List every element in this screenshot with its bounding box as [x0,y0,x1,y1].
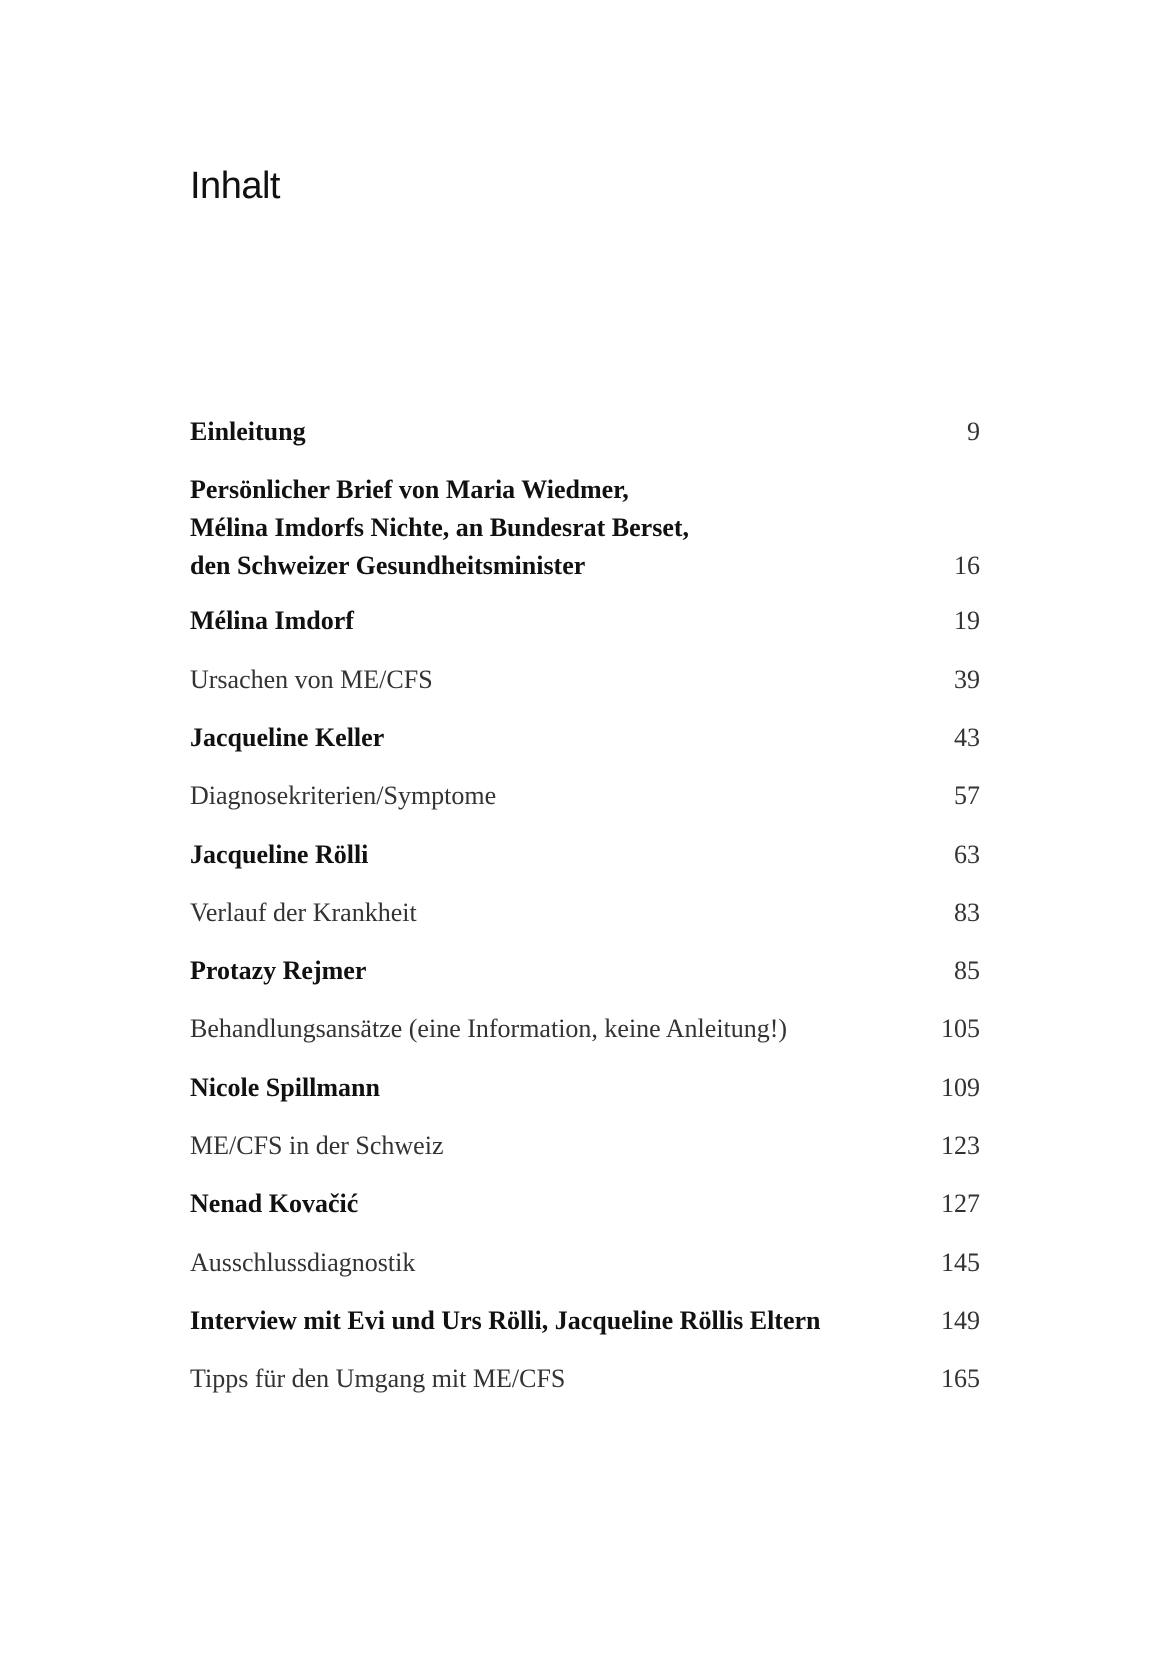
toc-entry[interactable] [190,413,980,451]
toc-entry-page: 43 [954,723,980,752]
toc-entry-title: Verlauf der Krankheit [190,898,417,927]
toc-entry[interactable] [190,894,980,932]
toc-entry[interactable] [190,1010,980,1048]
toc-entry-page: 39 [954,665,980,694]
toc-entry[interactable] [190,777,980,815]
toc-entry[interactable] [190,1360,980,1398]
toc-entry-page: 165 [941,1364,980,1393]
toc-entry-title: Ursachen von ME/CFS [190,665,433,694]
toc-entry-title: Behandlungsansätze (eine Information, keine Anleitung!) [190,1014,788,1043]
toc-entry-title: Jacqueline Keller [190,723,385,752]
toc-entry-page: 9 [967,417,980,446]
toc-entry-page: 16 [954,551,980,580]
toc-entry-page: 145 [941,1248,980,1277]
toc-entry-title: ME/CFS in der Schweiz [190,1131,444,1160]
toc-entry-page: 127 [941,1189,980,1218]
toc-entry-title: Diagnosekriterien/Symptome [190,781,497,810]
toc-entry-page: 57 [954,781,980,810]
toc-entry-page: 85 [954,956,980,985]
page-title: Inhalt [190,165,280,207]
toc-entry-title: Persönlicher Brief von Maria Wiedmer, Mélina Imdorfs Nichte, an Bundesrat Berset, den Schweizer Gesundheitsminister [190,475,690,580]
toc-entry-title: Einleitung [190,417,306,446]
toc-entry-page: 83 [954,898,980,927]
toc-entry[interactable] [190,836,980,874]
toc-entry-page: 109 [941,1073,980,1102]
toc-entry[interactable] [190,1127,980,1165]
toc-entry-title: Interview mit Evi und Urs Rölli, Jacqueline Röllis Eltern [190,1306,821,1335]
toc-entry-title: Ausschlussdiagnostik [190,1248,416,1277]
toc-entry[interactable] [190,471,980,585]
toc-entry-page: 63 [954,840,980,869]
toc-entry[interactable] [190,1244,980,1282]
toc-entry-title: Nenad Kovačić [190,1189,359,1218]
toc-entry-title: Protazy Rejmer [190,956,367,985]
toc-entry-page: 19 [954,606,980,635]
toc-entry-page: 123 [941,1131,980,1160]
toc-entry-title: Mélina Imdorf [190,606,354,635]
toc-entry[interactable] [190,661,980,699]
toc-entry[interactable] [190,1069,980,1107]
toc-entry-title: Jacqueline Rölli [190,840,369,869]
toc-entry[interactable] [190,1302,980,1340]
toc-entry[interactable] [190,1185,980,1223]
toc-entry-title: Nicole Spillmann [190,1073,380,1102]
toc-entry-page: 149 [941,1306,980,1335]
toc-entry-title: Tipps für den Umgang mit ME/CFS [190,1364,566,1393]
toc-entry[interactable] [190,719,980,757]
toc-entry-page: 105 [941,1014,980,1043]
toc-entry[interactable] [190,602,980,640]
toc-entry[interactable] [190,952,980,990]
